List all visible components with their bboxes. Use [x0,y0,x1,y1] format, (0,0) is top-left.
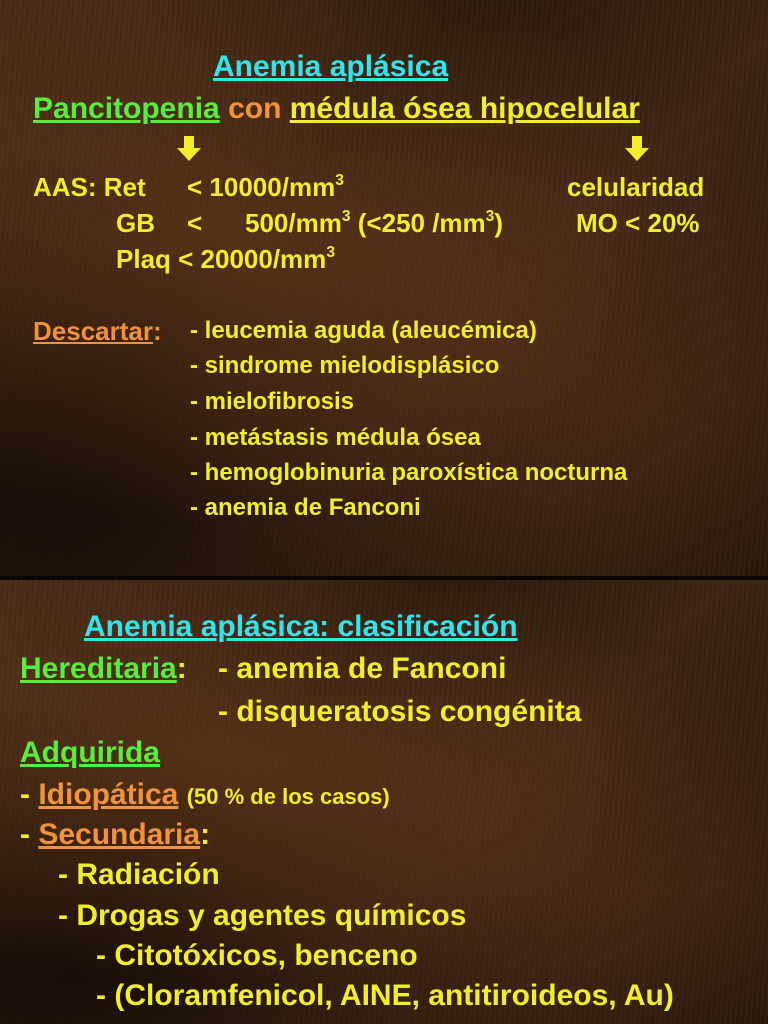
subtitle-medula: médula ósea hipocelular [289,92,640,125]
descartar-item: - leucemia aguda (aleucémica) [190,317,537,344]
subtitle-pancitopenia: Pancitopenia [33,92,220,125]
aas-ret-label: AAS: Ret [33,172,146,202]
descartar-item: - anemia de Fanconi [190,494,421,521]
down-arrow-icon [622,134,652,164]
hereditaria-label: Hereditaria [20,652,177,685]
slide-2 [0,580,768,1024]
secundaria-line: - Secundaria: [20,818,211,851]
secundaria-item: - Drogas y agentes químicos [58,899,467,932]
hereditaria-item: - anemia de Fanconi [218,652,507,685]
gb-op: < [187,208,203,238]
descartar-label: Descartar [33,316,153,346]
down-arrow-icon [174,134,204,164]
descartar-item: - sindrome mielodisplásico [190,352,500,379]
celularidad: celularidad [567,172,705,202]
descartar-item: - mielofibrosis [190,388,355,415]
secundaria-subitem: - (Cloramfenicol, AINE, antitiroideos, Au) [96,979,674,1012]
idiopatica-label: Idiopática [38,778,179,811]
idiopatica-note: (50 % de los casos) [186,784,390,809]
hereditaria-item: - disqueratosis congénita [218,695,582,728]
slide2-title: Anemia aplásica: clasificación [84,610,518,643]
subtitle-con: con [228,92,282,125]
adquirida-label: Adquirida [20,736,160,769]
descartar-item: - hemoglobinuria paroxística nocturna [190,459,628,486]
slide1-subtitle [33,92,640,126]
hereditaria-line: Hereditaria: [20,652,187,685]
idiopatica-line: - Idiopática (50 % de los casos) [20,778,390,811]
ret-value: < $10000/mm^3$ [187,172,344,202]
gb-label: GB [116,208,155,238]
secundaria-label: Secundaria [38,818,201,851]
descartar-heading: Descartar: [33,316,162,346]
secundaria-subitem: - Citotóxicos, benceno [96,939,418,972]
plaq-value: Plaq < $20000/mm^3$ [116,244,335,274]
descartar-item: - metástasis médula ósea [190,424,481,451]
slide1-title: Anemia aplásica [213,50,449,83]
secundaria-item: - Radiación [58,858,220,891]
gb-value: $500/mm^3$ (<250 $/mm^3$) [245,208,504,238]
mo-percent: MO < 20% [576,208,700,238]
